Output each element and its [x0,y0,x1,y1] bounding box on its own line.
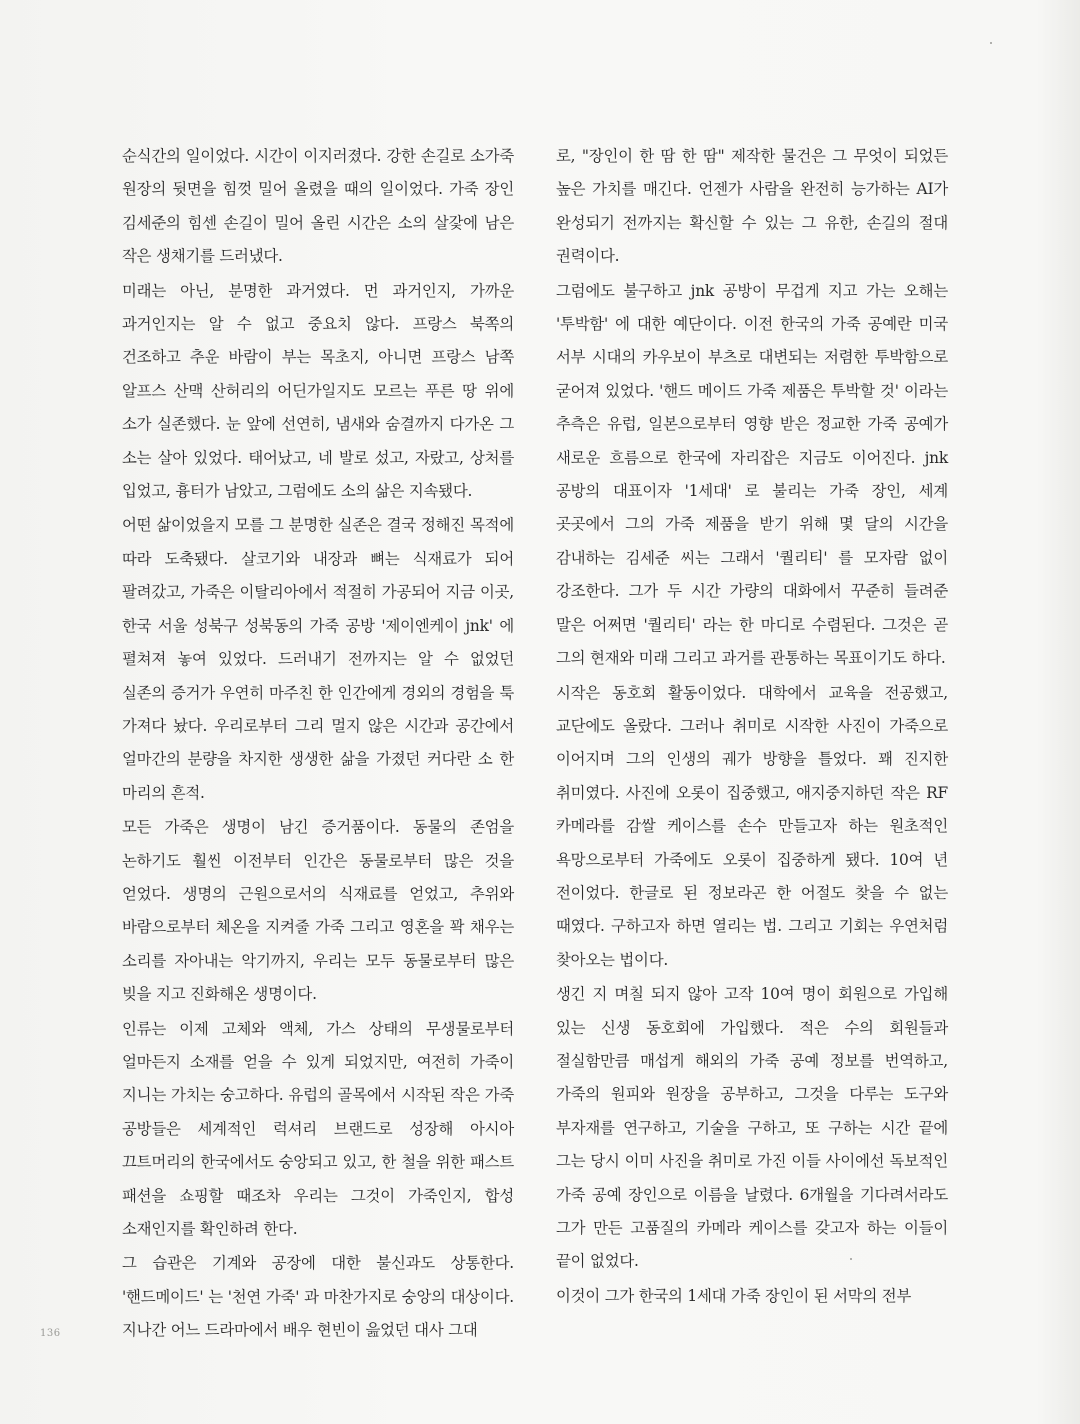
right-text-column [556,140,948,1314]
paragraph: 인류는 이제 고체와 액체, 가스 상태의 무생물로부터 얼마든지 소재를 얻을 수 있게 되었지만, 여전히 가죽이 지니는 가치는 숭고하다. 유럽의 골목에서 시작된 작은 가죽 공방들은 세계적인 럭셔리 브랜드로 성장해 아시아 끄트머리의 한국에서도 숭앙되고 있고, 한 철을 위한 패스트 패션을 쇼핑할 때조차 우리는 그것이 가죽인지, 합성 소재인지를 확인하려 한다. [122,1019,514,1238]
scan-speck [850,1258,852,1260]
left-text-column [122,140,514,1349]
paragraph: 로, "장인이 한 땀 한 땀" 제작한 물건은 그 무엇이 되었든 높은 가치를 매긴다. 언젠가 사람을 완전히 능가하는 AI가 완성되기 전까지는 확신할 수 있는 그 유한, 손길의 절대 권력이다. [556,147,948,266]
paragraph: 모든 가죽은 생명이 남긴 증거품이다. 동물의 존엄을 논하기도 훨씬 이전부터 인간은 동물로부터 많은 것을 얻었다. 생명의 근원으로서의 식재료를 얻었고, 추위와 바람으로부터 체온을 지켜줄 가죽 그리고 영혼을 꽉 채우는 소리를 자아내는 악기까지, 우리는 모두 동물로부터 많은 빚을 지고 진화해온 생명이다. [122,818,514,1004]
paragraph: 어떤 삶이었을지 모를 그 분명한 실존은 결국 정해진 목적에 따라 도축됐다. 살코기와 내장과 뼈는 식재료가 되어 팔려갔고, 가죽은 이탈리아에서 적절히 가공되어 지금 이곳, 한국 서울 성북구 성북동의 가죽 공방 '제이엔케이 jnk' 에 펼쳐져 놓여 있었다. 드러내기 전까지는 알 수 없었던 실존의 증거가 우연히 마주친 한 인간에게 경외의 경험을 툭 가져다 놨다. 우리로부터 그리 멀지 않은 시간과 공간에서 얼마간의 분량을 차지한 생생한 삶을 가졌던 커다란 소 한 마리의 흔적. [122,516,514,802]
paragraph: 순식간의 일이었다. 시간이 이지러졌다. 강한 손길로 소가죽 원장의 뒷면을 힘껏 밀어 올렸을 때의 일이었다. 가죽 장인 김세준의 힘센 손길이 밀어 올린 시간은 소의 살갗에 남은 작은 생채기를 드러냈다. [122,147,514,266]
paragraph: 시작은 동호회 활동이었다. 대학에서 교육을 전공했고, 교단에도 올랐다. 그러나 취미로 시작한 사진이 가죽으로 이어지며 그의 인생의 궤가 방향을 틀었다. 꽤 진지한 취미였다. 사진에 오롯이 집중했고, 애지중지하던 작은 RF 카메라를 감쌀 케이스를 손수 만들고자 하는 원초적인 욕망으로부터 가죽에도 오롯이 집중하게 됐다. 10여 년 전이었다. 한글로 된 정보라곤 한 어절도 찾을 수 없는 때였다. 구하고자 하면 열리는 법. 그리고 기회는 우연처럼 찾아오는 법이다. [556,683,948,969]
paragraph: 그 습관은 기계와 공장에 대한 불신과도 상통한다. '핸드메이드' 는 '천연 가죽' 과 마찬가지로 숭앙의 대상이다. 지나간 어느 드라마에서 배우 현빈이 읊었던 대사 그대 [122,1254,514,1340]
page-number: 136 [40,1328,61,1339]
paragraph: 생긴 지 며칠 되지 않아 고작 10여 명이 회원으로 가입해 있는 신생 동호회에 가입했다. 적은 수의 회원들과 절실함만큼 매섭게 해외의 가죽 공예 정보를 번역하고, 가죽의 원피와 원장을 공부하고, 그것을 다루는 도구와 부자재를 연구하고, 기술을 구하고, 또 구하는 시간 끝에 그는 당시 이미 사진을 취미로 가진 이들 사이에선 독보적인 가죽 공예 장인으로 이름을 날렸다. 6개월을 기다려서라도 그가 만든 고품질의 카메라 케이스를 갖고자 하는 이들이 끝이 없었다. [556,985,948,1271]
scan-speck [990,42,992,44]
paragraph: 그럼에도 불구하고 jnk 공방이 무겁게 지고 가는 오해는 '투박함' 에 대한 예단이다. 이전 한국의 가죽 공예란 미국 서부 시대의 카우보이 부츠로 대변되는 저렴한 투박함으로 굳어져 있었다. '핸드 메이드 가죽 제품은 투박할 것' 이라는 추측은 유럽, 일본으로부터 영향 받은 정교한 가죽 공예가 새로운 흐름으로 한국에 자리잡은 지금도 이어진다. jnk 공방의 대표이자 '1세대' 로 불리는 가죽 장인, 세계 곳곳에서 그의 가죽 제품을 받기 위해 몇 달의 시간을 감내하는 김세준 씨는 그래서 '퀄리티' 를 모자람 없이 강조한다. 그가 두 시간 가량의 대화에서 꾸준히 들려준 말은 어쩌면 '퀄리티' 라는 한 마디로 수렴된다. 그것은 곧 그의 현재와 미래 그리고 과거를 관통하는 목표이기도 하다. [556,281,948,668]
paragraph: 이것이 그가 한국의 1세대 가죽 장인이 된 서막의 전부 [556,1286,912,1305]
paragraph: 미래는 아닌, 분명한 과거였다. 먼 과거인지, 가까운 과거인지는 알 수 없고 중요치 않다. 프랑스 북쪽의 건조하고 추운 바람이 부는 목초지, 아니면 프랑스 남쪽 알프스 산맥 산허리의 어딘가일지도 모르는 푸른 땅 위에 소가 실존했다. 눈 앞에 선연히, 냄새와 숨결까지 다가온 그 소는 살아 있었다. 태어났고, 네 발로 섰고, 자랐고, 상처를 입었고, 흉터가 남았고, 그럼에도 소의 삶은 지속됐다. [122,281,514,501]
